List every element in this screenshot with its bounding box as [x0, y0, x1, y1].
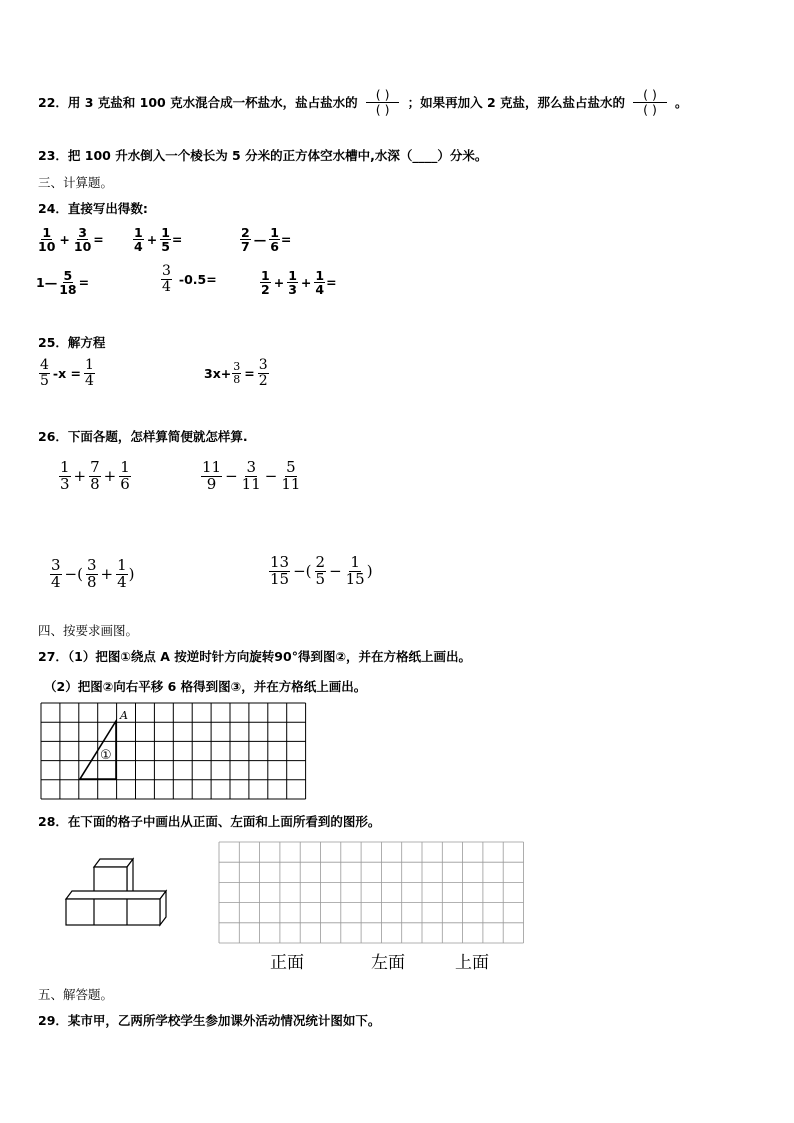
q24-expr-4: 1— $\frac{5}{18}$ = — [36, 268, 90, 298]
q22-text-a: 22．用 3 克盐和 100 克水混合成一杯盐水，盐占盐水的 — [38, 95, 358, 111]
q26-expr-a: $\frac{1}{3}$ + $\frac{7}{8}$ + $\frac{1}{6}$ — [60, 458, 130, 493]
q27-point-a-label: A — [120, 709, 128, 722]
q26-expr-b: $\frac{11}{9}$ − $\frac{3}{11}$ − $\frac{5}{11}$ — [202, 458, 301, 493]
section-heading-3: 三、计算题。 — [38, 175, 114, 190]
q26-expr-d: $\frac{13}{15}$ −( $\frac{2}{5}$ − $\frac{1}{15}$ ) — [270, 553, 373, 588]
q25-equation-1: $\frac{4}{5}$ -x = $\frac{1}{4}$ — [40, 357, 94, 389]
q28-label-left: 左面 — [371, 953, 405, 973]
q24-expr-5: $\frac{3}{4}$ -0.5= — [162, 263, 217, 295]
question-22 — [38, 88, 688, 117]
question-23: 23．把 100 升水倒入一个棱长为 5 分米的正方体空水槽中,水深（____）分米。 — [38, 148, 488, 163]
q22-text-c: 。 — [675, 95, 688, 111]
q24-expr-6: $\frac{1}{2}$ + $\frac{1}{3}$ + $\frac{1}{4}$ = — [261, 268, 337, 298]
question-29: 29．某市甲，乙两所学校学生参加课外活动情况统计图如下。 — [38, 1013, 381, 1028]
section-heading-5: 五、解答题。 — [38, 987, 114, 1002]
question-27-part-2: （2）把图②向右平移 6 格得到图③，并在方格纸上画出。 — [44, 679, 367, 694]
q28-grid-paper[interactable] — [218, 841, 526, 945]
q27-shape-label: ① — [100, 748, 112, 763]
q25-equation-2: 3x+ $\frac{3}{8}$ = $\frac{3}{2}$ — [204, 357, 268, 389]
q26-expr-c: $\frac{3}{4}$ −( $\frac{3}{8}$ + $\frac{1}{4}$ ) — [51, 556, 135, 591]
q28-label-front: 正面 — [270, 953, 304, 973]
q28-label-top: 上面 — [455, 953, 489, 973]
section-heading-4: 四、按要求画图。 — [38, 623, 139, 638]
q24-expr-2: $\frac{1}{4}$ + $\frac{1}{5}$ = — [134, 225, 183, 255]
question-24-title: 24．直接写出得数: — [38, 201, 148, 216]
question-26-title: 26．下面各题，怎样算简便就怎样算. — [38, 429, 248, 444]
q24-expr-3: $\frac{2}{7}$ — $\frac{1}{6}$ = — [241, 225, 292, 255]
answer-blank-fraction[interactable]: ( ) ( ) — [628, 88, 672, 117]
q28-cube-figure — [62, 857, 172, 927]
answer-blank-fraction[interactable]: ( ) ( ) — [361, 88, 405, 117]
question-25-title: 25．解方程 — [38, 335, 106, 350]
question-27-part-1: 27．（1）把图①绕点 A 按逆时针方向旋转90°得到图②，并在方格纸上画出。 — [38, 649, 472, 664]
q27-grid-paper[interactable] — [40, 702, 308, 802]
q22-text-b: ；如果再加入 2 克盐，那么盐占盐水的 — [407, 95, 625, 111]
q24-expr-1: $\frac{1}{10}$ + $\frac{3}{10}$ = — [38, 225, 104, 255]
question-28: 28．在下面的格子中画出从正面、左面和上面所看到的图形。 — [38, 814, 381, 829]
